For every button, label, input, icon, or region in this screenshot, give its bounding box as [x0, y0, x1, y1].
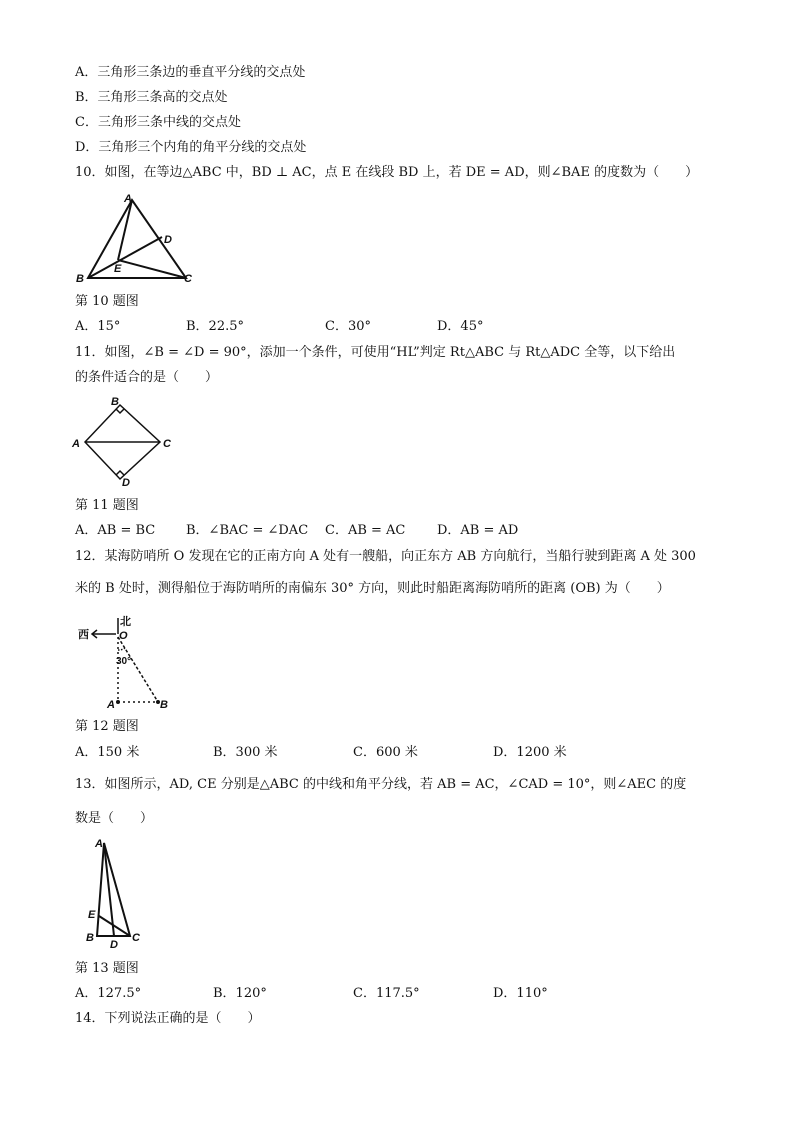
q12-option-d: D．1200 米 [493, 745, 567, 760]
q13-option-a: A．127.5° [75, 986, 142, 1001]
q12-option-a: A．150 米 [75, 745, 140, 760]
q10-option-b: B．22.5° [186, 319, 244, 334]
q11-label-b: B [111, 396, 119, 408]
q9-option-d: D．三角形三个内角的角平分线的交点处 [75, 140, 307, 155]
q14-stem: 14．下列说法正确的是（ ） [75, 1011, 261, 1026]
q12-stem-line1: 12．某海防哨所 O 发现在它的正南方向 A 处有一艘船，向正东方 AB 方向航行，当船行驶到距离 A 处 300 [75, 549, 696, 564]
q13-label-e: E [88, 909, 96, 921]
q10-figure [74, 190, 204, 286]
q13-option-d: D．110° [493, 986, 548, 1001]
q9-option-b: B．三角形三条高的交点处 [75, 90, 228, 105]
q10-option-c: C．30° [325, 319, 371, 334]
q11-figure [70, 394, 180, 488]
q13-stem-line2: 数是（ ） [75, 811, 154, 826]
q10-stem: 10．如图，在等边△ABC 中，BD ⊥ AC，点 E 在线段 BD 上，若 DE = AD，则∠BAE 的度数为（ ） [75, 165, 699, 180]
q11-label-c: C [163, 438, 171, 450]
q12-label-o: O [119, 630, 128, 642]
q13-option-c: C．117.5° [353, 986, 420, 1001]
q12-label-west: 西 [78, 629, 89, 641]
q13-label-a: A [95, 838, 103, 850]
q11-option-d: D．AB = AD [437, 523, 519, 538]
q11-option-a: A．AB = BC [75, 523, 156, 538]
q10-label-c: C [184, 273, 192, 285]
q12-caption: 第 12 题图 [75, 719, 139, 734]
q11-option-c: C．AB = AC [325, 523, 406, 538]
q12-label-b: B [160, 699, 168, 711]
q10-caption: 第 10 题图 [75, 294, 139, 309]
q12-option-c: C．600 米 [353, 745, 418, 760]
q12-label-north: 北 [120, 616, 131, 628]
q11-stem-line1: 11．如图，∠B = ∠D = 90°，添加一个条件，可使用“HL”判定 Rt△ABC 与 Rt△ADC 全等，以下给出 [75, 345, 676, 360]
q11-label-a: A [72, 438, 80, 450]
q10-label-e: E [114, 263, 122, 275]
q10-option-a: A．15° [75, 319, 121, 334]
q12-label-angle: 30° [116, 656, 132, 667]
q12-label-a: A [107, 699, 115, 711]
q13-option-b: B．120° [213, 986, 267, 1001]
q10-label-d: D [164, 234, 172, 246]
q12-stem-line2: 米的 B 处时，测得船位于海防哨所的南偏东 30° 方向，则此时船距离海防哨所的距离 (OB) 为（ ） [75, 581, 670, 596]
q11-stem-line2: 的条件适合的是（ ） [75, 370, 219, 385]
q11-caption: 第 11 题图 [75, 498, 139, 513]
q13-label-d: D [110, 939, 118, 951]
q13-stem-line1: 13．如图所示，AD, CE 分别是△ABC 的中线和角平分线，若 AB = AC，∠CAD = 10°，则∠AEC 的度 [75, 777, 687, 792]
q11-label-d: D [122, 477, 130, 488]
q11-option-b: B．∠BAC = ∠DAC [186, 523, 309, 538]
q10-option-d: D．45° [437, 319, 484, 334]
q13-caption: 第 13 题图 [75, 961, 139, 976]
q12-figure [78, 612, 178, 712]
q13-label-b: B [86, 932, 94, 944]
q9-option-a: A．三角形三条边的垂直平分线的交点处 [75, 65, 306, 80]
q13-label-c: C [132, 932, 140, 944]
q12-option-b: B．300 米 [213, 745, 278, 760]
q10-label-b: B [76, 273, 84, 285]
q10-label-a: A [124, 193, 132, 205]
q13-figure [80, 835, 160, 953]
q9-option-c: C．三角形三条中线的交点处 [75, 115, 241, 130]
